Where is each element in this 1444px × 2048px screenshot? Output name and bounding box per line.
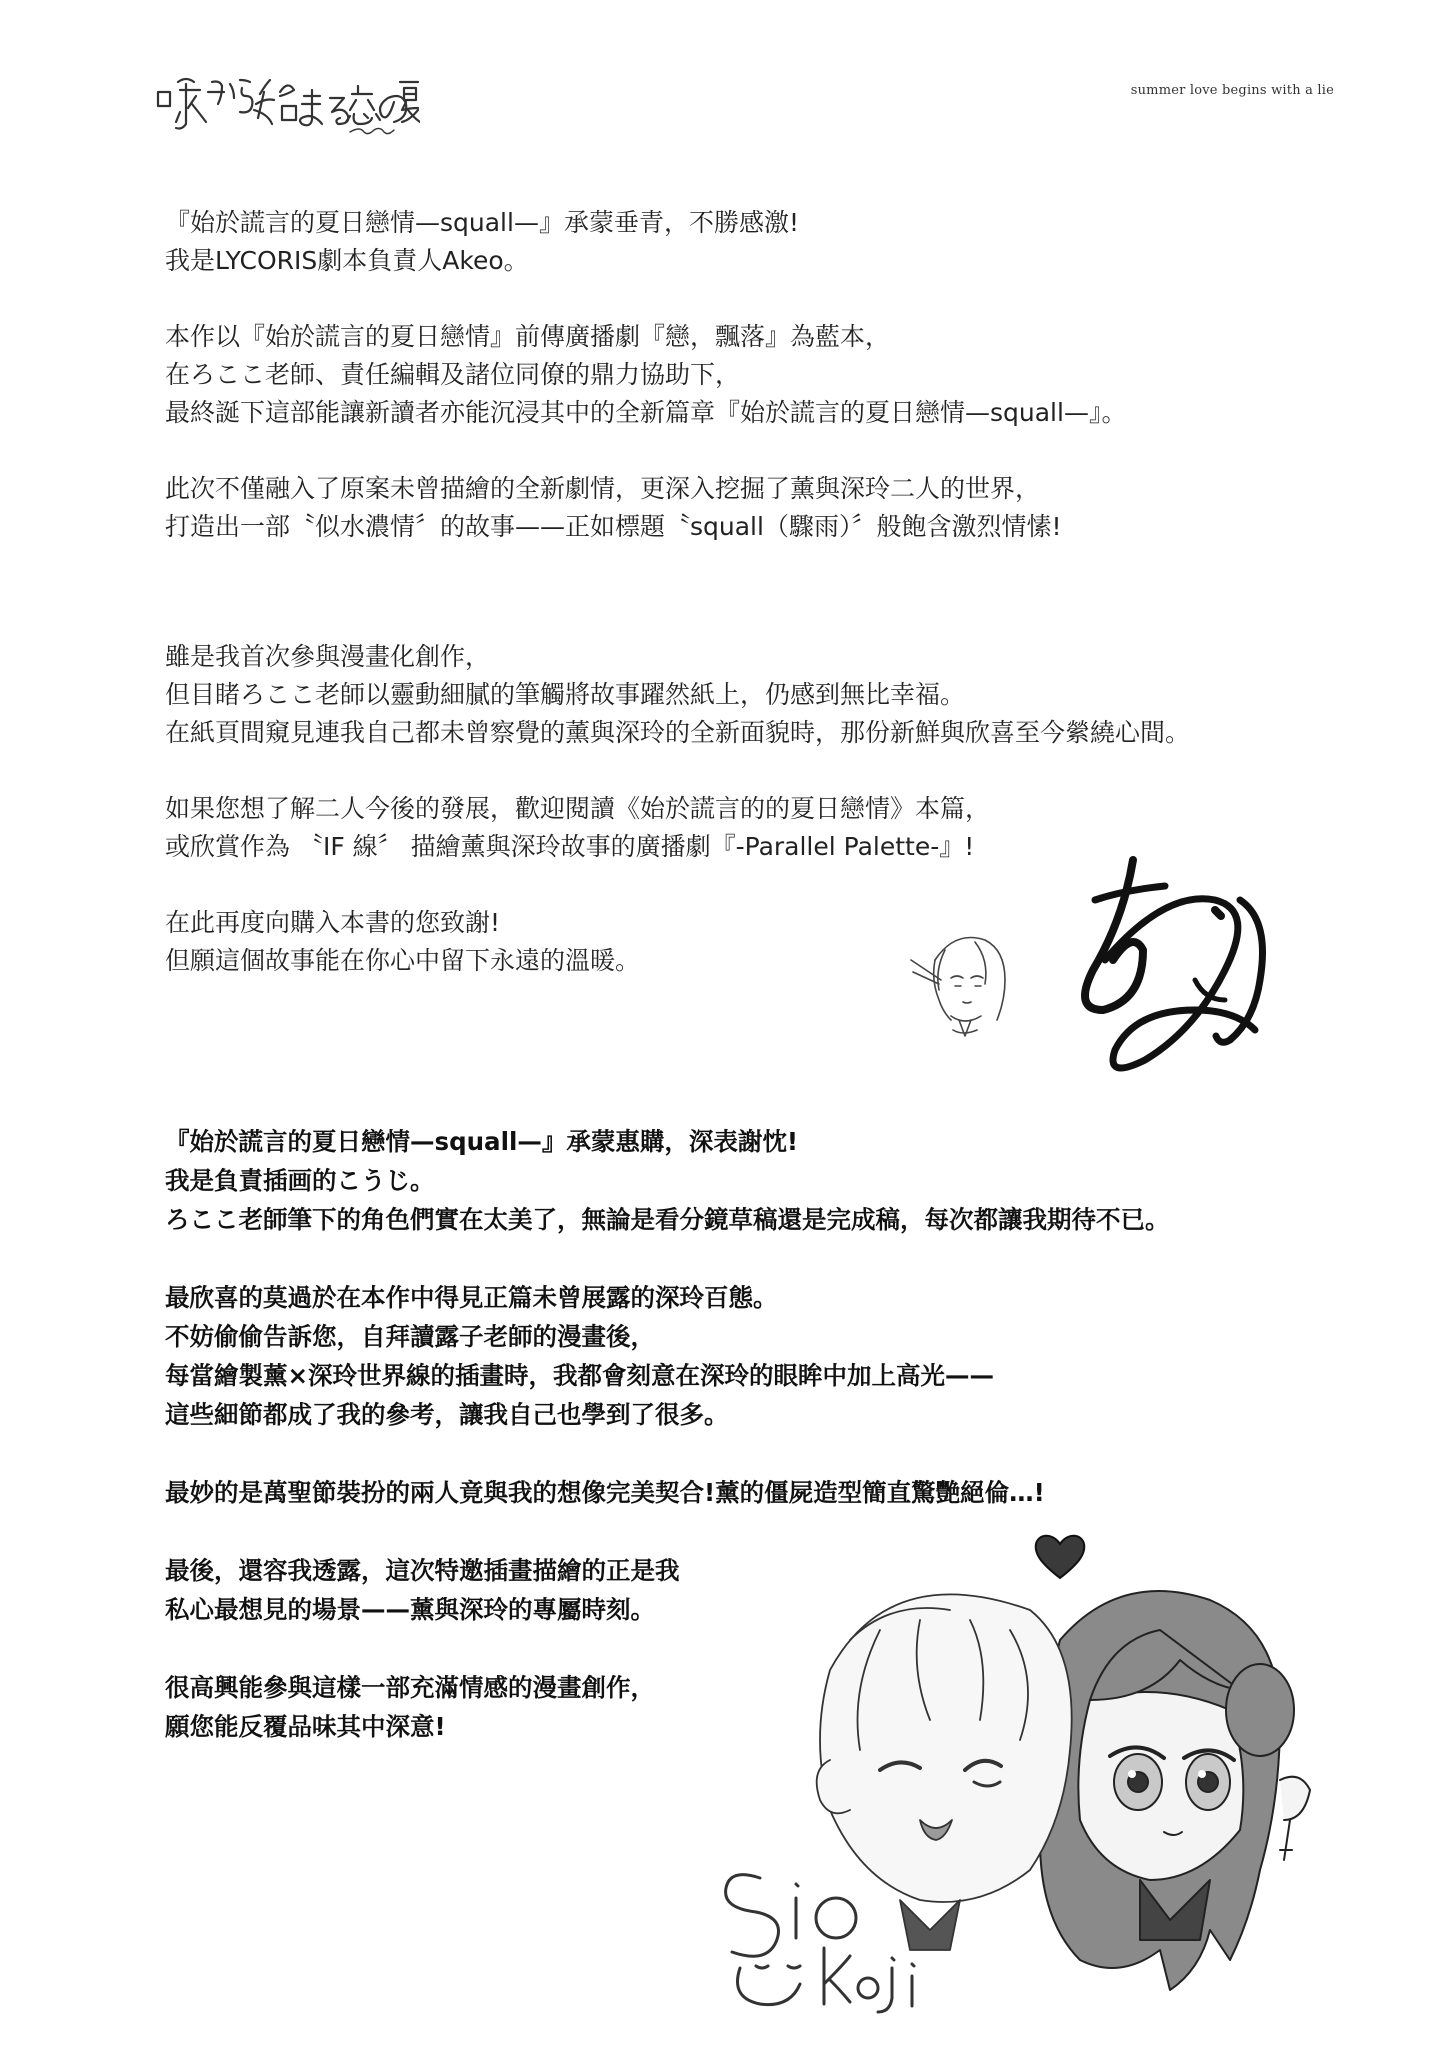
akeo-character-sketch <box>905 920 1035 1050</box>
text-line: 每當繪製薰×深玲世界線的插畫時，我都會刻意在深玲的眼眸中加上高光—— <box>165 1361 995 1390</box>
text-line: 或欣賞作為 〝IF 線〞 描繪薰與深玲故事的廣播劇『-Parallel Palette-』! <box>165 832 975 861</box>
header-tagline: summer love begins with a lie <box>1130 83 1334 98</box>
text-line: ろここ老師筆下的角色們實在太美了，無論是看分鏡草稿還是完成稿，每次都讓我期待不已。 <box>165 1205 1170 1234</box>
text-line: 但目睹ろここ老師以靈動細膩的筆觸將故事躍然紙上，仍感到無比幸福。 <box>165 680 966 709</box>
text-line: 此次不僅融入了原案未曾描繪的全新劇情，更深入挖掘了薰與深玲二人的世界， <box>165 474 1041 503</box>
text-line: 在ろここ老師、責任編輯及諸位同僚的鼎力協助下， <box>165 360 741 389</box>
title-logo <box>150 52 420 142</box>
text-line: 在紙頁間窺見連我自己都未曾察覺的薰與深玲的全新面貌時，那份新鮮與欣喜至今縈繞心間。 <box>165 718 1191 747</box>
text-line: 在此再度向購入本書的您致謝! <box>165 908 501 937</box>
text-line: 這些細節都成了我的參考，讓我自己也學到了很多。 <box>165 1400 729 1429</box>
text-line: 但願這個故事能在你心中留下永遠的溫暖。 <box>165 946 641 975</box>
text-line: 本作以『始於謊言的夏日戀情』前傳廣播劇『戀，飄落』為藍本， <box>165 322 891 351</box>
text-line: 最欣喜的莫過於在本作中得見正篇未曾展露的深玲百態。 <box>165 1283 778 1312</box>
text-line: 最後，還容我透露，這次特邀插畫描繪的正是我 <box>165 1556 680 1585</box>
text-line: 很高興能參與這樣一部充滿情感的漫畫創作， <box>165 1673 655 1702</box>
text-line: 我是LYCORIS劇本負責人Akeo。 <box>165 246 529 275</box>
text-line: 『始於謊言的夏日戀情—squall—』承蒙垂青，不勝感激! <box>165 208 799 237</box>
text-line: 『始於謊言的夏日戀情—squall—』承蒙惠購，深表謝忱! <box>165 1127 799 1156</box>
text-line: 最妙的是萬聖節裝扮的兩人竟與我的想像完美契合!薰的僵屍造型簡直驚艷絕倫…! <box>165 1478 1045 1507</box>
akeo-message <box>165 204 1315 546</box>
text-line: 最終誕下這部能讓新讀者亦能沉浸其中的全新篇章『始於謊言的夏日戀情—squall—』。 <box>165 398 1127 427</box>
koji-signature <box>700 1848 930 2018</box>
text-line: 願您能反覆品味其中深意! <box>165 1712 446 1741</box>
akeo-signature <box>1065 840 1295 1110</box>
text-line: 私心最想見的場景——薰與深玲的專屬時刻。 <box>165 1595 655 1624</box>
text-line: 如果您想了解二人今後的發展，歡迎閱讀《始於謊言的的夏日戀情》本篇， <box>165 794 991 823</box>
text-line: 不妨偷偷告訴您，自拜讀露子老師的漫畫後， <box>165 1322 655 1351</box>
text-line: 雖是我首次參與漫畫化創作， <box>165 642 491 671</box>
text-line: 我是負責插画的こうじ。 <box>165 1166 435 1195</box>
text-line: 打造出一部〝似水濃情〞的故事——正如標題〝squall（驟雨）〞般飽含激烈情愫! <box>165 512 1062 541</box>
